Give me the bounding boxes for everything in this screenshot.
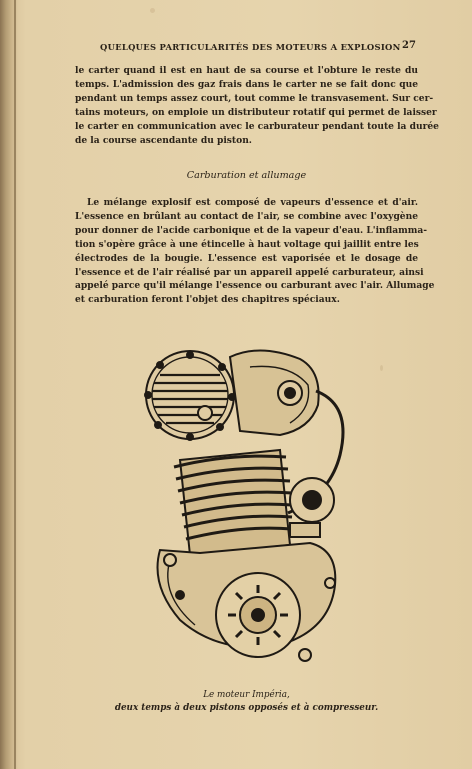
figure-caption-title: Le moteur Impéria, [203, 690, 290, 700]
page-edge-line [14, 0, 16, 769]
section-title: Carburation et allumage [186, 170, 307, 181]
paragraph-1 [75, 64, 439, 147]
text-line: l'essence et de l'air réalisé par un appareil appelé carburateur, ainsi [75, 266, 424, 278]
text-line: électrodes de la bougie. L'essence est vaporisée et le dosage de [75, 252, 418, 264]
paper-spot [150, 8, 155, 13]
text-line: pendant un temps assez court, tout comme le transvasement. Sur cer- [75, 92, 434, 104]
text-line: temps. L'admission des gaz frais dans le carter ne se fait donc que [75, 78, 418, 90]
text-line: de la course ascendante du piston. [75, 134, 252, 146]
text-line: Le mélange explosif est composé de vapeurs d'essence et d'air. [87, 197, 418, 208]
text-line: appelé parce qu'il mélange l'essence ou carburant avec l'air. Allumage [75, 280, 435, 292]
text-line: L'essence en brûlant au contact de l'air, se combine avec l'oxygène [75, 210, 418, 222]
running-title: QUELQUES PARTICULARITÉS DES MOTEURS A EXPLOSION [100, 42, 401, 52]
page-number: 27 [402, 40, 416, 51]
text-line: tion s'opère grâce à une étincelle à haut voltage qui jaillit entre les [75, 238, 419, 250]
paragraph-2 [75, 196, 435, 307]
text-line: le carter quand il est en haut de sa course et l'obture le reste du [75, 65, 418, 76]
text-line: tains moteurs, on emploie un distributeur rotatif qui permet de laisser [75, 106, 437, 118]
text-line: pour donner de l'acide carbonique et de la vapeur d'eau. L'inflamma- [75, 224, 428, 236]
paper-spot [380, 365, 383, 371]
text-line: et carburation feront l'objet des chapitres spéciaux. [75, 294, 340, 306]
text-line: le carter en communication avec le carburateur pendant toute la durée [75, 120, 439, 132]
figure-caption-description: deux temps à deux pistons opposés et à compresseur. [114, 703, 379, 713]
engine-illustration [140, 345, 365, 670]
